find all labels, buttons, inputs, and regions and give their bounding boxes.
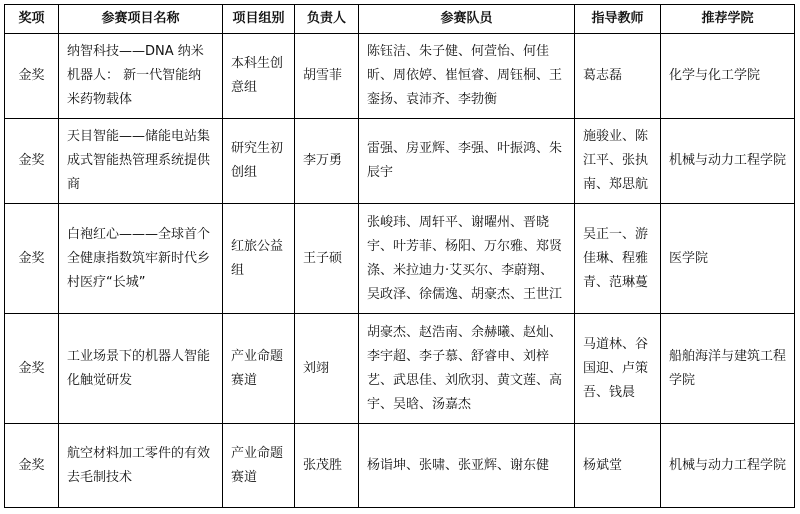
award-cell: 金奖 [5, 424, 59, 508]
project-cell: 白袍红心———全球首个全健康指数筑牢新时代乡村医疗“长城” [59, 204, 223, 314]
header-group: 项目组别 [223, 5, 295, 34]
group-cell: 研究生初创组 [223, 119, 295, 204]
advisor-cell: 马道林、谷国迎、卢策吾、钱晨 [575, 314, 661, 424]
college-cell: 船舶海洋与建筑工程学院 [661, 314, 795, 424]
header-leader: 负责人 [295, 5, 359, 34]
leader-cell: 张茂胜 [295, 424, 359, 508]
header-college: 推荐学院 [661, 5, 795, 34]
advisor-cell: 杨斌堂 [575, 424, 661, 508]
header-award: 奖项 [5, 5, 59, 34]
college-cell: 机械与动力工程学院 [661, 119, 795, 204]
header-advisor: 指导教师 [575, 5, 661, 34]
group-cell: 产业命题赛道 [223, 424, 295, 508]
project-cell: 天目智能——储能电站集成式智能热管理系统提供商 [59, 119, 223, 204]
advisor-cell: 吴正一、游佳琳、程雅青、范琳蔓 [575, 204, 661, 314]
project-cell: 工业场景下的机器人智能化触觉研发 [59, 314, 223, 424]
award-cell: 金奖 [5, 314, 59, 424]
project-cell: 航空材料加工零件的有效去毛制技术 [59, 424, 223, 508]
leader-cell: 王子硕 [295, 204, 359, 314]
group-cell: 产业命题赛道 [223, 314, 295, 424]
project-cell: 纳智科技——DNA 纳米机器人： 新一代智能纳米药物载体 [59, 34, 223, 119]
college-cell: 化学与化工学院 [661, 34, 795, 119]
table-row [5, 34, 795, 119]
college-cell: 医学院 [661, 204, 795, 314]
leader-cell: 胡雪菲 [295, 34, 359, 119]
members-cell: 陈钰洁、朱子健、何萱怡、何佳昕、周依婷、崔恒睿、周钰桐、王銮扬、袁沛齐、李勃衡 [359, 34, 575, 119]
table-row [5, 314, 795, 424]
members-cell: 张峻玮、周轩平、谢曜州、晋晓宇、叶芳菲、杨阳、万尔雅、郑贤涤、米拉迪力·艾买尔、李蔚翔、吴政泽、徐儒逸、胡豪杰、王世江 [359, 204, 575, 314]
group-cell: 红旅公益组 [223, 204, 295, 314]
award-cell: 金奖 [5, 204, 59, 314]
table-row [5, 424, 795, 508]
advisor-cell: 葛志磊 [575, 34, 661, 119]
advisor-cell: 施骏业、陈江平、张执南、郑思航 [575, 119, 661, 204]
members-cell: 胡豪杰、赵浩南、余赫曦、赵灿、李宇超、李子慕、舒睿申、刘梓艺、武思佳、刘欣羽、黄文莲、高宇、吴晗、汤嘉杰 [359, 314, 575, 424]
header-row [5, 5, 795, 34]
award-cell: 金奖 [5, 34, 59, 119]
college-cell: 机械与动力工程学院 [661, 424, 795, 508]
leader-cell: 李万勇 [295, 119, 359, 204]
header-members: 参赛队员 [359, 5, 575, 34]
header-project: 参赛项目名称 [59, 5, 223, 34]
members-cell: 雷强、房亚辉、李强、叶振鸿、朱辰宇 [359, 119, 575, 204]
table-row [5, 119, 795, 204]
leader-cell: 刘翊 [295, 314, 359, 424]
group-cell: 本科生创意组 [223, 34, 295, 119]
table-row [5, 204, 795, 314]
award-cell: 金奖 [5, 119, 59, 204]
awards-table [4, 4, 795, 508]
members-cell: 杨诣坤、张啸、张亚辉、谢东健 [359, 424, 575, 508]
